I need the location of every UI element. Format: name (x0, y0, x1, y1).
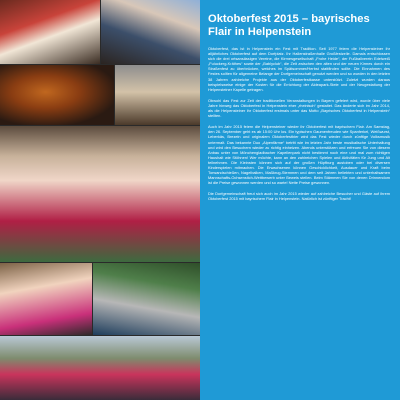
article-paragraph: Auch im Jahr 2015 feiern die Helpensteiner wieder ihr Oktoberfest mit bayrischem Flair. Am Samstag, den 26. September geht es ab 15:00 Uhr los. Ein typischen Gaumenfreuden wie Spanferkel, Weißwurst, Leberkäs, Brezeln und originalem Oktoberfestbier wird das Fest wieder durch zünftige Volksmusik untermalt. Das bekannte Duo „Alpenfärme“ betritt wie im letzten Jahr beste musikalische Unterhaltung und wird den Besuchern wieder zu richtig einheizen. Abends unterstützen und erfreuen Sie von diesem Anbau unter von Mönchengladbacher Kapellenpark nicht bestimmt noch eine und mal zum richtigen Haushalt wie Stöhnen! Wer möchte, kann an den zahlreichen Spielen und Aktivitäten für Jung und Alt teilnehmen. Die Kleinsten können sich auf der großen Hüpfburg austoben oder bei diversen Kinderspielen mitmachen. Die Erwachsenen können Geschicklichkeit, Ausdauer und Kraft beim Torwandschießen, Nagelbalken, Maßkrug-Stemmen und dem seit Jahren beliebten und unterhaltsamen Mannschafts-Ochsenstich-Wettbewerb unter Beweis stellen. Beim Stämmen Sie von denen Drinnendom ist die Preise gewonnen werden und so warte! Nette Preise gewonnen. (208, 124, 390, 186)
article-title: Oktoberfest 2015 – bayrisches Flair in Helpenstein (208, 13, 370, 38)
band-photo (0, 0, 100, 64)
festival-crowd-photo (0, 336, 200, 400)
crowd-photo (101, 0, 200, 64)
women-in-dirndl-photo (0, 126, 200, 262)
article-paragraph: Obwohl das Fest zur Zeit der traditionellen Veranstaltungen in Bayern gefeiert wird, wurde über viele Jahre hinweg das Oktoberfest in Helpenstein eher „rheinisch“ gestaltet. Das änderte sich im Jahr 2014, als die Helpensteiner ihr Oktoberfest erstmals unter das Motto „Bayrisches Oktoberfest in Helpenstein“ stellten. (208, 97, 390, 119)
men-standing-photo (93, 263, 200, 335)
grill-photo (115, 65, 200, 125)
woman-smiling-photo (0, 263, 92, 335)
article-paragraph: Oktoberfest, das ist in Helpenstein ein Fest mit Tradition. Seit 1977 feiern die Helpensteiner ihr alljährliches Oktoberfest auf dem Dorfplatz. Ihr Hallenstraßenhalle Großfestzelle. Damals entschlossen sich die drei ortsansässigen Vereine, die Kirmesgesellschaft „Frohe Heide“, der Fußballverein Edelweiß „Fuiuckerg-Kräthes“ sowie der „Bablyclub“, die Zeit zwischen den alten und der neuen Kirmes durch ein Straßenfest zu überbrücken, welches im Spätsommer/Herbst stattfinden sollte. Die Einnahmen des Festes sollten für allgemeine Belange der Dorfgemeinschaft genutzt werden und so wurden in den letzten 38 Jahren zahlreiche Projekte aus der Oktoberfestkasse unterstützt. Zuletzt wurden daraus beispielsweise einige der Kosten für die Errichtung der Aldeapark-Stele und der Neugestaltung der Helpensteiner Kapelle getragen. (208, 46, 390, 92)
article-panel (200, 0, 400, 400)
article-paragraph: Die Dorfgemeinschaft freut sich auch im Jahr 2015 wieder auf zahlreiche Besucher und Gäste auf ihrem Oktoberfest 2015 mit bayrischem Flair in Helpenstein. Natürlich ist zünftiger Tracht! (208, 191, 390, 202)
roast-pig-photo (0, 65, 114, 125)
